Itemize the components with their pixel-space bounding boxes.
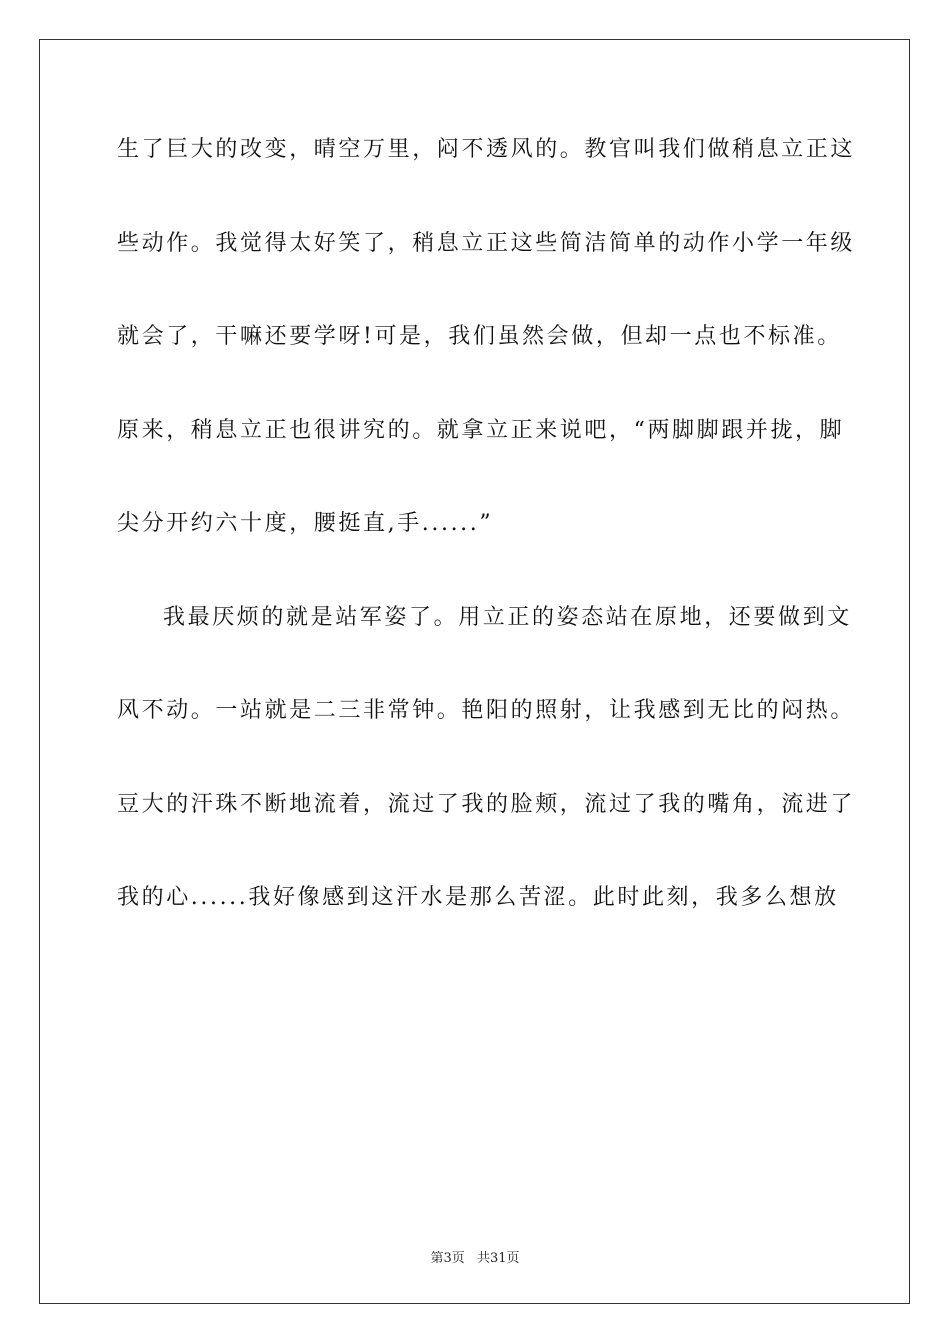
- document-body: [117, 128, 856, 970]
- text-line: 风不动。一站就是二三非常钟。艳阳的照射，让我感到无比的闷热。: [117, 698, 856, 723]
- text-line: 我的心......我好像感到这汗水是那么苦涩。此时此刻，我多么想放: [117, 885, 839, 910]
- text-line: 豆大的汗珠不断地流着，流过了我的脸颊，流过了我的嘴角，流进了: [117, 791, 856, 817]
- total-pages: 共31页: [476, 1251, 520, 1266]
- page-number: 第3页: [430, 1251, 465, 1266]
- text-line: 尖分开约六十度，腰挺直,手......”: [117, 511, 494, 536]
- text-line: 就会了，干嘛还要学呀!可是，我们虽然会做，但却一点也不标准。: [117, 324, 842, 349]
- page-footer: [0, 1247, 950, 1266]
- text-line: 生了巨大的改变，晴空万里，闷不透风的。教官叫我们做稍息立正这: [117, 137, 856, 162]
- paragraph-start-line: 我最厌烦的就是站军姿了。用立正的姿态站在原地，还要做到文: [163, 604, 852, 630]
- text-line: 原来，稍息立正也很讲究的。就拿立正来说吧，“两脚脚跟并拢，脚: [117, 417, 845, 443]
- text-line: 些动作。我觉得太好笑了，稍息立正这些简洁简单的动作小学一年级: [117, 230, 856, 256]
